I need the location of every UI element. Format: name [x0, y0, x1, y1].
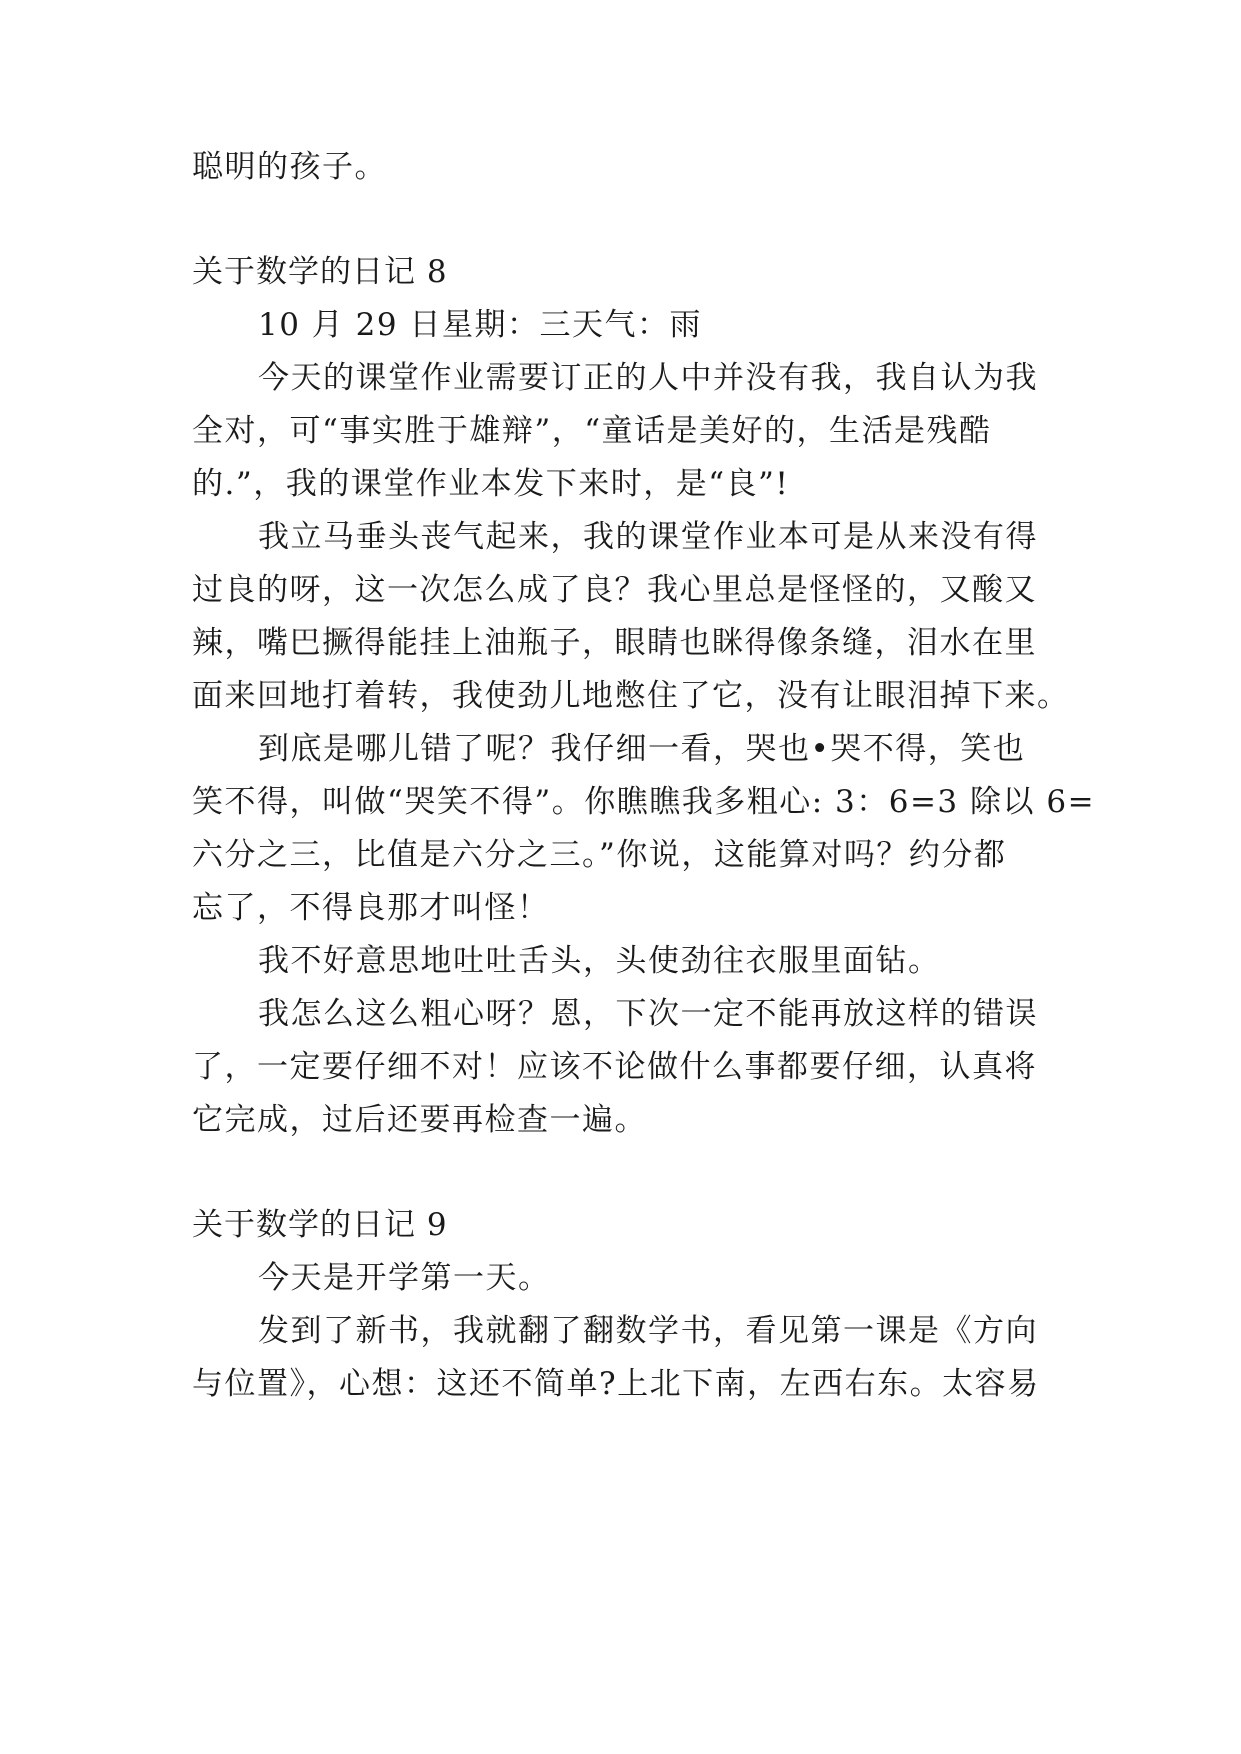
paragraph-line: 今天的课堂作业需要订正的人中并没有我，我自认为我 [258, 360, 1038, 396]
paragraph-line: 我怎么这么粗心呀？恩，下次一定不能再放这样的错误 [258, 996, 1038, 1032]
section-heading: 关于数学的日记 9 [192, 1207, 448, 1243]
paragraph-line: 10 月 29 日星期：三天气：雨 [258, 307, 702, 343]
paragraph-line: 今天是开学第一天。 [258, 1260, 551, 1296]
paragraph-line: 到底是哪儿错了呢？我仔细一看，哭也•哭不得，笑也 [258, 731, 1026, 767]
paragraph-line: 过良的呀，这一次怎么成了良？我心里总是怪怪的，又酸又 [192, 572, 1037, 608]
paragraph-line: 我不好意思地吐吐舌头，头使劲往衣服里面钻。 [258, 943, 941, 979]
paragraph-line: 忘了，不得良那才叫怪！ [192, 890, 550, 926]
paragraph-line: 的.”，我的课堂作业本发下来时，是“良”! [192, 466, 790, 502]
paragraph-line: 它完成，过后还要再检查一遍。 [192, 1102, 647, 1138]
paragraph-line: 六分之三，比值是六分之三。”你说，这能算对吗？约分都 [192, 837, 1007, 873]
paragraph-line: 与位置》，心想：这还不简单?上北下南，左西右东。太容易 [192, 1366, 1040, 1402]
paragraph-line: 辣，嘴巴撅得能挂上油瓶子，眼睛也眯得像条缝，泪水在里 [192, 625, 1037, 661]
paragraph-line: 全对，可“事实胜于雄辩”，“童话是美好的，生活是残酷 [192, 413, 992, 449]
section-heading: 关于数学的日记 8 [192, 254, 448, 290]
paragraph-line: 我立马垂头丧气起来，我的课堂作业本可是从来没有得 [258, 519, 1038, 555]
paragraph-line: 了，一定要仔细不对！应该不论做什么事都要仔细，认真将 [192, 1049, 1037, 1085]
paragraph-line: 发到了新书，我就翻了翻数学书，看见第一课是《方向 [258, 1313, 1038, 1349]
paragraph-line: 笑不得，叫做“哭笑不得”。你瞧瞧我多粗心: 3：6=3 除以 6= [192, 784, 1096, 820]
paragraph-line: 面来回地打着转，我使劲儿地憋住了它，没有让眼泪掉下来。 [192, 678, 1070, 714]
paragraph-line: 聪明的孩子。 [192, 149, 387, 185]
